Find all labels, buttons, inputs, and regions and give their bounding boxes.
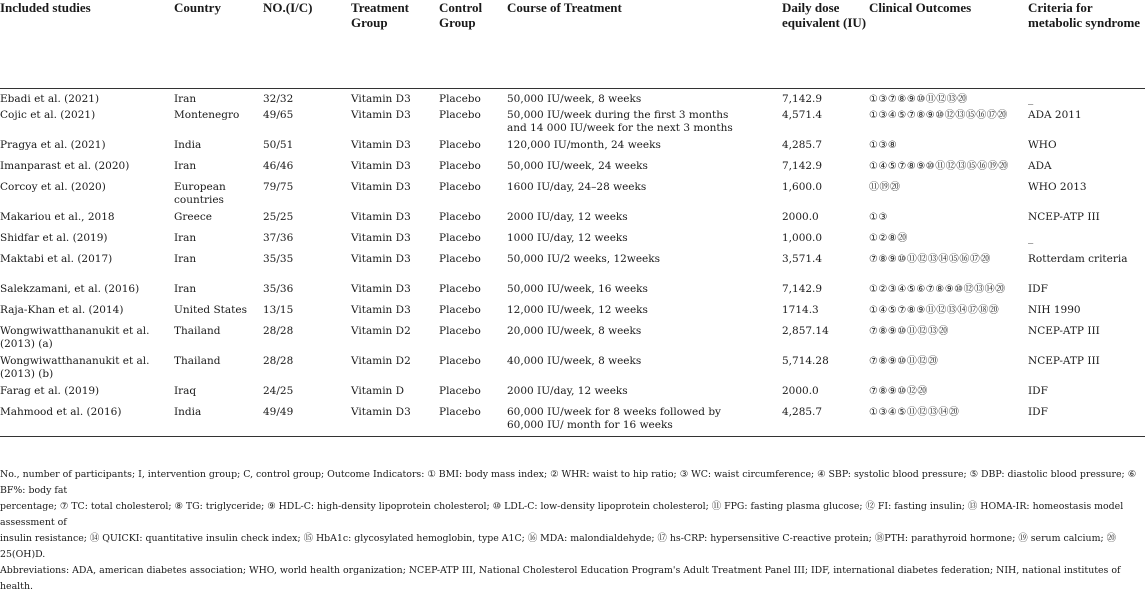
table-row [0,211,1145,232]
course-cell: 12,000 IU/week, 12 weeks [507,304,648,316]
dose-cell: 1,000.0 [782,232,823,244]
outcomes-cell: ①②⑧⑳ [869,233,908,244]
dose-cell: 2000.0 [782,211,819,223]
control-cell: Placebo [439,139,481,151]
study-cell: Pragya et al. (2021) [0,139,106,151]
criteria-cell: ADA [1028,160,1052,172]
country-cell: Montenegro [174,109,240,121]
treatment-cell: Vitamin D3 [351,406,439,436]
outcomes-cell: ⑦⑧⑨⑩⑪⑫⑳ [869,356,939,367]
study-cell: Mahmood et al. (2016) [0,406,174,436]
dose-cell: 5,714.28 [782,355,829,367]
criteria-cell: Rotterdam criteria [1028,253,1128,265]
course-cell: 50,000 IU/week, 16 weeks [507,283,648,295]
course-cell: 50,000 IU/week during the first 3 months and 14 000 IU/week for the next 3 months [507,109,733,134]
study-cell: Cojic et al. (2021) [0,109,96,121]
course-cell: 1000 IU/day, 12 weeks [507,232,628,244]
treatment-cell: Vitamin D3 [351,211,411,223]
treatment-cell: Vitamin D3 [351,109,411,121]
treatment-cell: Vitamin D3 [351,139,411,151]
course-cell: 120,000 IU/month, 24 weeks [507,139,661,151]
outcomes-cell: ⑦⑧⑨⑩⑪⑫⑬⑳ [869,326,949,337]
country-cell: Iran [174,253,197,265]
control-cell: Placebo [439,385,481,397]
number-cell: 32/32 [263,92,294,105]
footnote-line-2: percentage; ⑦ TC: total cholesterol; ⑧ TG: triglyceride; ⑨ HDL-C: high-density lipoprotein cholesterol; ⑩ LDL-C: low-density lipoprotein cholesterol; ⑪ FPG: fasting plasma glucose; ⑫ FI: fasting insulin; ⑬ HOMA-IR: homeostasis model assessment of [0,501,1124,528]
treatment-cell: Vitamin D3 [351,283,411,295]
study-cell: Makariou et al., 2018 [0,211,115,223]
header-daily-dose: Daily dose equivalent (IU) [782,0,869,88]
study-cell: Maktabi et al. (2017) [0,253,113,265]
criteria-cell: NCEP-ATP III [1028,355,1100,367]
country-cell: European countries [174,181,226,206]
table-row [0,139,1145,160]
control-cell: Placebo [439,92,481,105]
dose-cell: 4,571.4 [782,109,823,121]
study-cell: Ebadi et al. (2021) [0,92,100,105]
treatment-cell: Vitamin D3 [351,181,411,193]
number-cell: 25/25 [263,211,294,223]
course-cell: 50,000 IU/week, 24 weeks [507,160,648,172]
criteria-cell: NCEP-ATP III [1028,325,1100,337]
footnote-line-1: No., number of participants; I, intervention group; C, control group; Outcome Indicators: ① BMI: body mass index; ② WHR: waist to hip ratio; ③ WC: waist circumference; ④ SBP: systolic blood pressure; ⑤ DBP: diastolic blood pressure; ⑥ BF%: body fat [0,469,1137,496]
control-cell: Placebo [439,304,481,316]
header-included-studies: Included studies [0,0,174,88]
country-cell: Iran [174,283,197,295]
table-row [0,88,1145,109]
criteria-cell: WHO [1028,139,1057,151]
dose-cell: 1,600.0 [782,181,823,193]
table-row [0,385,1145,406]
criteria-cell: NIH 1990 [1028,304,1081,316]
control-cell: Placebo [439,232,481,244]
table-row [0,181,1145,211]
number-cell: 35/36 [263,283,294,295]
outcomes-cell: ①④⑤⑦⑧⑨⑩⑪⑫⑬⑮⑯⑲⑳ [869,161,1009,172]
course-cell: 60,000 IU/week for 8 weeks followed by 60,000 IU/ month for 16 weeks [507,406,782,436]
table-row [0,253,1145,283]
number-cell: 28/28 [263,325,294,337]
criteria-cell: IDF [1028,385,1048,397]
header-criteria: Criteria for metabolic syndrome [1028,0,1145,88]
dose-cell: 2000.0 [782,385,819,397]
header-number: NO.(I/C) [263,0,351,88]
table-body [0,88,1145,436]
number-cell: 37/36 [263,232,294,244]
outcomes-cell: ①③⑧ [869,140,898,151]
number-cell: 46/46 [263,160,294,172]
treatment-cell: Vitamin D [351,385,405,397]
country-cell: India [174,406,263,436]
criteria-cell: ADA 2011 [1028,109,1082,121]
header-treatment-group: Treatment Group [351,0,439,88]
dose-cell: 2,857.14 [782,325,829,337]
dose-cell: 7,142.9 [782,92,823,105]
control-cell: Placebo [439,160,481,172]
treatment-cell: Vitamin D3 [351,232,411,244]
control-cell: Placebo [439,253,481,265]
outcomes-cell: ⑦⑧⑨⑩⑪⑫⑬⑭⑮⑯⑰⑳ [869,254,991,265]
course-cell: 40,000 IU/week, 8 weeks [507,355,642,367]
number-cell: 50/51 [263,139,294,151]
number-cell: 79/75 [263,181,294,193]
table-row [0,355,1145,385]
study-cell: Wongwiwatthananukit et al. (2013) (b) [0,355,150,380]
outcomes-cell: ①②③④⑤⑥⑦⑧⑨⑩⑫⑬⑭⑳ [869,284,1006,295]
header-course-of-treatment: Course of Treatment [507,0,782,88]
number-cell: 28/28 [263,355,294,367]
country-cell: United States [174,304,247,316]
dose-cell: 3,571.4 [782,253,823,265]
header-clinical-outcomes: Clinical Outcomes [869,0,1028,88]
country-cell: Iran [174,232,197,244]
control-cell: Placebo [439,109,481,121]
country-cell: Iran [174,92,197,105]
dose-cell: 4,285.7 [782,406,869,436]
country-cell: Iran [174,160,197,172]
outcomes-cell: ⑪⑲⑳ [869,182,901,193]
outcomes-cell: ①③④⑤⑪⑫⑬⑭⑳ [869,406,1028,436]
country-cell: Greece [174,211,212,223]
treatment-cell: Vitamin D2 [351,355,411,367]
criteria-cell: IDF [1028,283,1048,295]
table-row [0,283,1145,304]
study-cell: Imanparast et al. (2020) [0,160,130,172]
header-row [0,0,1145,88]
number-cell: 13/15 [263,304,294,316]
treatment-cell: Vitamin D2 [351,325,411,337]
country-cell: India [174,139,202,151]
header-country: Country [174,0,263,88]
outcomes-cell: ①③④⑤⑦⑧⑨⑩⑫⑬⑮⑯⑰⑳ [869,110,1008,121]
course-cell: 50,000 IU/week, 8 weeks [507,92,642,105]
table-row [0,406,1145,436]
country-cell: Iraq [174,385,197,397]
control-cell: Placebo [439,283,481,295]
treatment-cell: Vitamin D3 [351,304,411,316]
criteria-cell: NCEP-ATP III [1028,211,1100,223]
course-cell: 2000 IU/day, 12 weeks [507,385,628,397]
study-cell: Raja-Khan et al. (2014) [0,304,124,316]
footnote-line-3: insulin resistance; ⑭ QUICKI: quantitative insulin check index; ⑮ HbA1c: glycosylated hemoglobin, type A1C; ⑯ MDA: malondialdehyde; ⑰ hs-CRP: hypersensitive C-reactive protein; ⑱PTH: parathyroid hormone; ⑲ serum calcium; ⑳ 25(OH)D. [0,533,1116,560]
course-cell: 2000 IU/day, 12 weeks [507,211,628,223]
number-cell: 49/49 [263,406,351,436]
number-cell: 35/35 [263,253,294,265]
treatment-cell: Vitamin D3 [351,92,411,105]
criteria-cell: WHO 2013 [1028,181,1087,193]
criteria-cell: IDF [1028,406,1145,436]
dose-cell: 7,142.9 [782,160,823,172]
table-row [0,232,1145,253]
number-cell: 24/25 [263,385,294,397]
control-cell: Placebo [439,325,481,337]
table-footnote [0,467,1140,595]
table-row [0,325,1145,355]
outcomes-cell: ①④⑤⑦⑧⑨⑪⑫⑬⑭⑰⑱⑳ [869,305,1000,316]
outcomes-cell: ⑦⑧⑨⑩⑫⑳ [869,386,928,397]
dose-cell: 7,142.9 [782,283,823,295]
header-control-group: Control Group [439,0,507,88]
number-cell: 49/65 [263,109,294,121]
country-cell: Thailand [174,355,221,367]
outcomes-cell: ①③⑦⑧⑨⑩⑪⑫⑬⑳ [869,93,968,105]
control-cell: Placebo [439,355,481,367]
table-row [0,304,1145,325]
country-cell: Thailand [174,325,221,337]
footnote-line-4: Abbreviations: ADA, american diabetes association; WHO, world health organization; NCEP-ATP III, National Cholesterol Education Program's Adult Treatment Panel III; IDF, international diabetes federation; NIH, national institutes of health. [0,565,1121,592]
control-cell: Placebo [439,211,481,223]
outcomes-cell: ①③ [869,212,888,223]
study-cell: Wongwiwatthananukit et al. (2013) (a) [0,325,150,350]
control-cell: Placebo [439,406,507,436]
course-cell: 20,000 IU/week, 8 weeks [507,325,642,337]
criteria-cell: _ [1028,232,1034,244]
study-cell: Farag et al. (2019) [0,385,100,397]
course-cell: 50,000 IU/2 weeks, 12weeks [507,253,660,265]
table-row [0,160,1145,181]
control-cell: Placebo [439,181,481,193]
treatment-cell: Vitamin D3 [351,253,411,265]
course-cell: 1600 IU/day, 24–28 weeks [507,181,647,193]
dose-cell: 4,285.7 [782,139,823,151]
dose-cell: 1714.3 [782,304,819,316]
study-cell: Salekzamani, et al. (2016) [0,283,140,295]
criteria-cell: _ [1028,92,1034,105]
table-row [0,109,1145,139]
treatment-cell: Vitamin D3 [351,160,411,172]
study-cell: Shidfar et al. (2019) [0,232,108,244]
study-cell: Corcoy et al. (2020) [0,181,106,193]
